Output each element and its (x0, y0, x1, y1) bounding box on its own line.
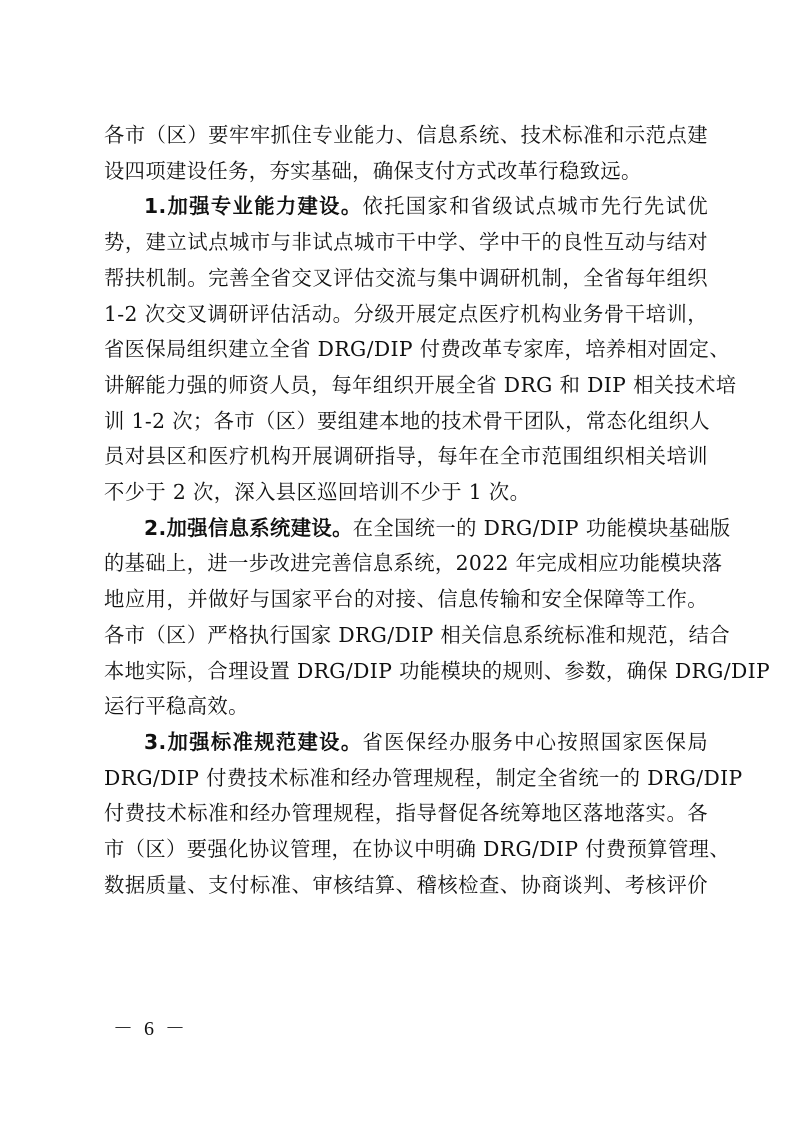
text-line: 本地实际，合理设置 DRG/DIP 功能模块的规则、参数，确保 DRG/DIP (104, 658, 771, 683)
text-line: 各市（区）严格执行国家 DRG/DIP 相关信息系统标准和规范，结合 (104, 622, 731, 647)
text-line: 运行平稳高效。 (104, 694, 249, 719)
text-line: 讲解能力强的师资人员，每年组织开展全省 DRG 和 DIP 相关技术培 (104, 372, 737, 397)
section-heading: 1.加强专业能力建设。 (144, 194, 363, 219)
text-line: 势，建立试点城市与非试点城市干中学、学中干的良性互动与结对 (104, 230, 708, 255)
text-line (104, 725, 708, 761)
text-span: 在全国统一的 DRG/DIP 功能模块基础版 (352, 515, 731, 540)
page-number: － 6 － (113, 1018, 188, 1040)
text-line: 的基础上，进一步改进完善信息系统，2022 年完成相应功能模块落 (104, 551, 723, 576)
text-line: 帮扶机制。完善全省交叉评估交流与集中调研机制，全省每年组织 (104, 265, 708, 290)
text-line: 各市（区）要牢牢抓住专业能力、信息系统、技术标准和示范点建 (104, 123, 708, 147)
text-line: 员对县区和医疗机构开展调研指导，每年在全市范围组织相关培训 (104, 444, 708, 469)
text-line: 市（区）要强化协议管理，在协议中明确 DRG/DIP 付费预算管理、 (104, 837, 731, 862)
paragraph-item-2 (104, 511, 771, 725)
text-line: 付费技术标准和经办管理规程，指导督促各统筹地区落地落实。各 (104, 801, 708, 826)
text-line: 不少于 2 次，深入县区巡回培训不少于 1 次。 (104, 480, 531, 505)
paragraph-item-3 (104, 725, 743, 904)
text-line: 省医保局组织建立全省 DRG/DIP 付费改革专家库，培养相对固定、 (104, 337, 731, 362)
text-line (104, 189, 708, 225)
text-line: 设四项建设任务，夯实基础，确保支付方式改革行稳致远。 (104, 158, 642, 183)
section-heading: 3.加强标准规范建设。 (144, 729, 363, 754)
text-line (104, 511, 731, 547)
text-line: 数据质量、支付标准、审核结算、稽核检查、协商谈判、考核评价 (104, 872, 708, 897)
text-line: 训 1-2 次；各市（区）要组建本地的技术骨干团队，常态化组织人 (104, 408, 710, 433)
text-span: 依托国家和省级试点城市先行先试优 (362, 194, 709, 219)
text-line: 1-2 次交叉调研评估活动。分级开展定点医疗机构业务骨干培训， (104, 301, 708, 326)
text-line: DRG/DIP 付费技术标准和经办管理规程，制定全省统一的 DRG/DIP (104, 765, 743, 790)
text-span: 省医保经办服务中心按照国家医保局 (362, 729, 709, 754)
paragraph-intro (104, 118, 708, 189)
paragraph-item-1 (104, 189, 737, 510)
document-body (104, 118, 771, 903)
text-line: 地应用，并做好与国家平台的对接、信息传输和安全保障等工作。 (104, 587, 708, 612)
section-heading: 2.加强信息系统建设。 (144, 515, 353, 540)
